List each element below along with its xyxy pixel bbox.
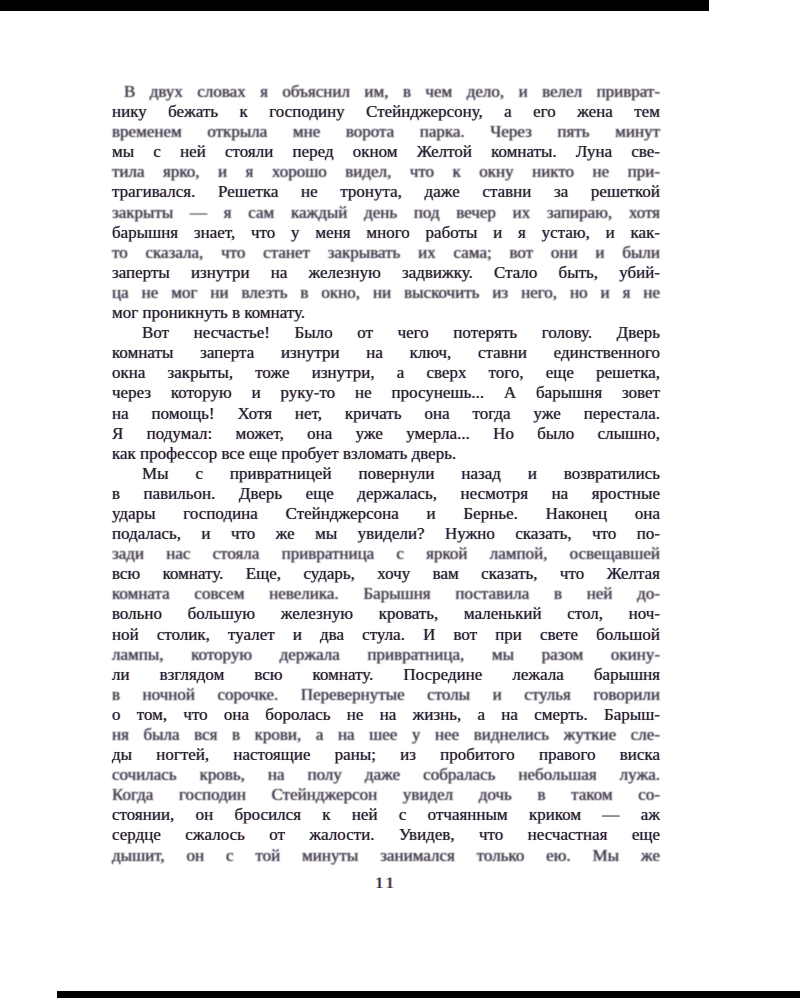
text-line: удары господина Стейнджерсона и Бернье. Наконец она (112, 503, 660, 523)
text-line: трагивался. Решетка не тронута, даже ставни за решеткой (112, 182, 660, 202)
text-line: барышня знает, что у меня много работы и я устаю, и как- (112, 222, 660, 242)
text-line: в павильон. Дверь еще держалась, несмотря на яростные (112, 483, 660, 503)
text-line: временем открыла мне ворота парка. Через пять минут (112, 122, 660, 142)
text-line: ца не мог ни влезть в окно, ни выскочить из него, но и я не (112, 282, 660, 302)
text-line: как профессор все еще пробует взломать дверь. (112, 443, 457, 463)
text-line: лампы, которую держала привратница, мы разом окину- (112, 644, 660, 664)
text-line: Я подумал: может, она уже умерла... Но было слышно, (112, 423, 660, 443)
text-line: ня была вся в крови, а на шее у нее виднелись жуткие сле- (112, 725, 660, 744)
text-line: зади нас стояла привратница с яркой лампой, освещавшей (112, 544, 660, 564)
text-line: дышит, он с той минуты занимался только ею. Мы же (112, 845, 660, 865)
scan-artifact-bottom-bar (57, 991, 800, 998)
text-line: Мы с привратницей повернули назад и возвратились (142, 463, 660, 483)
text-line: мог проникнуть в комнату. (112, 303, 306, 323)
text-line: заперты изнутри на железную задвижку. Стало быть, убий- (112, 262, 660, 282)
text-line: вольно большую железную кровать, маленький стол, ноч- (112, 604, 660, 624)
text-line: ли взглядом всю комнату. Посредине лежала барышня (112, 664, 660, 684)
page-number: 11 (375, 875, 397, 892)
text-line: Вот несчастье! Было от чего потерять голову. Дверь (142, 323, 660, 343)
text-line: комнаты заперта изнутри на ключ, ставни единственного (112, 343, 660, 363)
text-line: комната совсем невелика. Барышня поставила в ней до- (112, 584, 660, 604)
text-line: стоянии, он бросился к ней с отчаянным криком — аж (112, 805, 660, 825)
scan-artifact-top-bar (0, 0, 709, 11)
text-line: через которую и руку-то не просунешь... А барышня зовет (112, 383, 660, 403)
text-line: всю комнату. Еще, сударь, хочу вам сказать, что Желтая (112, 564, 660, 584)
text-line: ной столик, туалет и два стула. И вот при свете большой (112, 624, 660, 644)
text-line: Когда господин Стейнджерсон увидел дочь в таком со- (112, 785, 660, 805)
page-text-block (112, 82, 660, 866)
text-line: ды ногтей, настоящие раны; из пробитого правого виска (112, 745, 660, 765)
text-line: мы с ней стояли перед окном Желтой комнаты. Луна све- (112, 142, 660, 162)
text-line: то сказала, что станет закрывать их сама; вот они и были (112, 242, 660, 262)
text-line: о том, что она боролась не на жизнь, а на смерть. Барыш- (112, 704, 660, 724)
text-line: на помощь! Хотя нет, кричать она тогда уже перестала. (112, 403, 660, 423)
text-line: нику бежать к господину Стейнджерсону, а его жена тем (112, 102, 660, 122)
text-line: тила ярко, и я хорошо видел, что к окну никто не при- (112, 162, 660, 182)
text-line: сердце сжалось от жалости. Увидев, что несчастная еще (112, 825, 660, 845)
text-line: В двух словах я объяснил им, в чем дело, и велел приврат- (124, 82, 660, 101)
text-line: сочилась кровь, на полу даже собралась небольшая лужа. (112, 765, 660, 785)
text-line: в ночной сорочке. Перевернутые столы и стулья говорили (112, 684, 660, 704)
text-line: подалась, и что же мы увидели? Нужно сказать, что по- (112, 524, 660, 544)
text-line: окна закрыты, тоже изнутри, а сверх того, еще решетка, (112, 363, 660, 383)
text-line: закрыты — я сам каждый день под вечер их запираю, хотя (112, 202, 660, 222)
